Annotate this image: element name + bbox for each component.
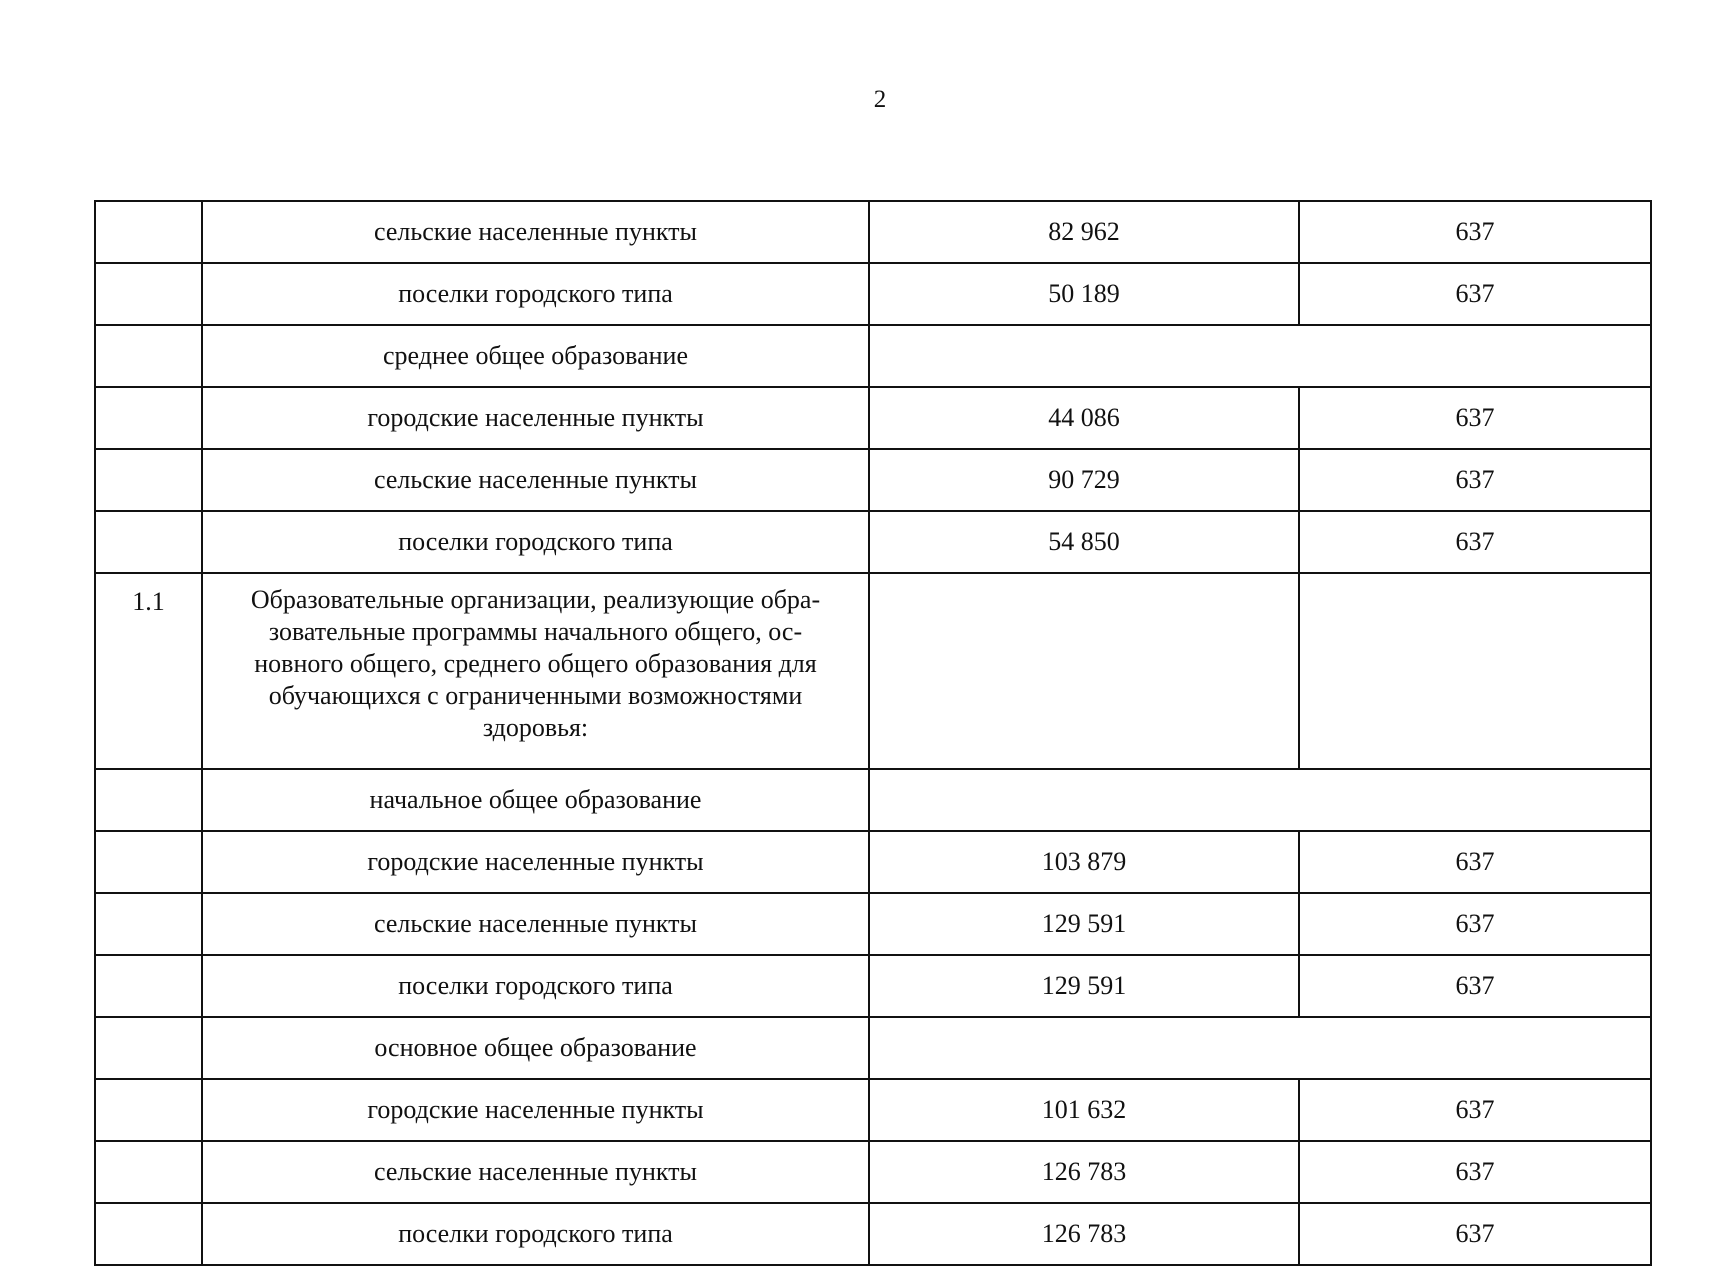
amount-cell: 54 850 <box>869 511 1299 573</box>
coefficient-cell: 637 <box>1299 201 1651 263</box>
section-heading-cell: среднее общее образование <box>202 325 869 387</box>
label-cell: поселки городского типа <box>202 955 869 1017</box>
row-number-cell <box>95 1203 202 1265</box>
amount-cell: 82 962 <box>869 201 1299 263</box>
table-row <box>95 1141 1651 1203</box>
coefficient-cell: 637 <box>1299 449 1651 511</box>
label-cell: сельские населенные пункты <box>202 1141 869 1203</box>
row-number-cell <box>95 511 202 573</box>
amount-cell: 103 879 <box>869 831 1299 893</box>
amount-cell: 129 591 <box>869 955 1299 1017</box>
row-number-cell <box>95 955 202 1017</box>
norms-table-container <box>94 200 1652 1266</box>
section-heading-cell: начальное общее образование <box>202 769 869 831</box>
table-row <box>95 201 1651 263</box>
label-cell: сельские населенные пункты <box>202 201 869 263</box>
empty-merged-cell <box>869 1017 1651 1079</box>
row-number-cell <box>95 449 202 511</box>
label-cell: городские населенные пункты <box>202 1079 869 1141</box>
amount-cell: 50 189 <box>869 263 1299 325</box>
table-body <box>95 201 1651 1265</box>
label-cell: сельские населенные пункты <box>202 449 869 511</box>
table-row <box>95 325 1651 387</box>
coefficient-cell: 637 <box>1299 1079 1651 1141</box>
coefficient-cell: 637 <box>1299 511 1651 573</box>
label-cell: городские населенные пункты <box>202 831 869 893</box>
table-row <box>95 263 1651 325</box>
amount-cell: 126 783 <box>869 1203 1299 1265</box>
table-row <box>95 955 1651 1017</box>
row-number-cell <box>95 1079 202 1141</box>
row-number-cell: 1.1 <box>95 573 202 769</box>
amount-cell: 129 591 <box>869 893 1299 955</box>
row-number-cell <box>95 831 202 893</box>
coefficient-cell: 637 <box>1299 387 1651 449</box>
amount-cell <box>869 573 1299 769</box>
coefficient-cell: 637 <box>1299 1141 1651 1203</box>
row-number-cell <box>95 893 202 955</box>
coefficient-cell <box>1299 573 1651 769</box>
section-heading-cell: основное общее образование <box>202 1017 869 1079</box>
amount-cell: 90 729 <box>869 449 1299 511</box>
row-number-cell <box>95 769 202 831</box>
label-cell: городские населенные пункты <box>202 387 869 449</box>
table-row <box>95 1203 1651 1265</box>
empty-merged-cell <box>869 325 1651 387</box>
label-cell: поселки городского типа <box>202 263 869 325</box>
row-number-cell <box>95 263 202 325</box>
table-row <box>95 387 1651 449</box>
table-row <box>95 769 1651 831</box>
coefficient-cell: 637 <box>1299 263 1651 325</box>
norms-table <box>94 200 1652 1266</box>
label-cell: поселки городского типа <box>202 1203 869 1265</box>
row-number-cell <box>95 325 202 387</box>
label-cell: сельские населенные пункты <box>202 893 869 955</box>
table-row <box>95 893 1651 955</box>
table-row <box>95 573 1651 769</box>
table-row <box>95 511 1651 573</box>
row-number-cell <box>95 1141 202 1203</box>
row-number-cell <box>95 387 202 449</box>
table-row <box>95 1017 1651 1079</box>
coefficient-cell: 637 <box>1299 893 1651 955</box>
amount-cell: 126 783 <box>869 1141 1299 1203</box>
page-number: 2 <box>873 86 887 113</box>
coefficient-cell: 637 <box>1299 955 1651 1017</box>
table-row <box>95 449 1651 511</box>
amount-cell: 44 086 <box>869 387 1299 449</box>
label-cell: Образовательные организации, реализующие обра- зовательные программы начального общего, ос- новного общего, среднего общего образования для обучающихся с ограниченными возможностями здоровья: <box>202 573 869 769</box>
coefficient-cell: 637 <box>1299 1203 1651 1265</box>
empty-merged-cell <box>869 769 1651 831</box>
amount-cell: 101 632 <box>869 1079 1299 1141</box>
table-row <box>95 831 1651 893</box>
coefficient-cell: 637 <box>1299 831 1651 893</box>
row-number-cell <box>95 1017 202 1079</box>
table-row <box>95 1079 1651 1141</box>
label-cell: поселки городского типа <box>202 511 869 573</box>
row-number-cell <box>95 201 202 263</box>
